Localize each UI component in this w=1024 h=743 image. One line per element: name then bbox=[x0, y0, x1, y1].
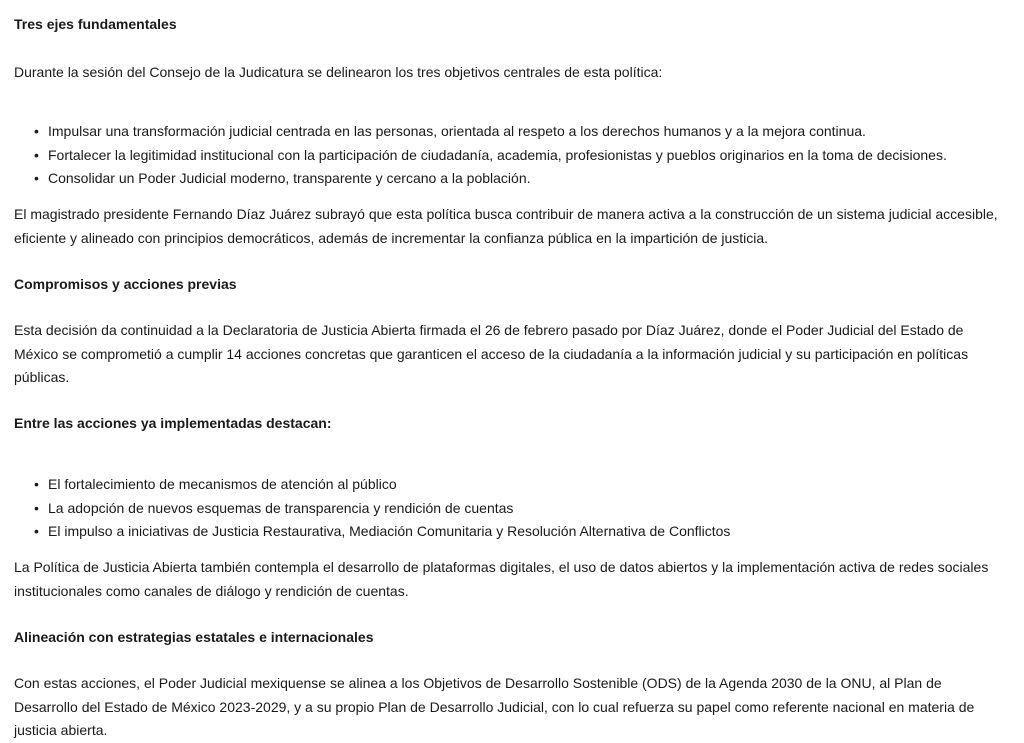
list-item bbox=[14, 144, 1004, 168]
heading-alineacion: Alineación con estrategias estatales e internacionales bbox=[14, 629, 374, 645]
paragraph-magistrado: El magistrado presidente Fernando Díaz Juárez subrayó que esta política busca contribuir de manera activa a la construcción de un sistema judicial accesible, eficiente y alineado con principios democráticos, además de incrementar la confianza pública en la impartición de justicia. bbox=[14, 206, 998, 246]
objectives-list bbox=[14, 120, 1004, 191]
bullet-icon: • bbox=[34, 499, 39, 516]
bullet-icon: • bbox=[34, 170, 39, 186]
list-item bbox=[14, 520, 1004, 544]
paragraph-declaratoria: Esta decisión da continuidad a la Declaratoria de Justicia Abierta firmada el 26 de febrero pasado por Díaz Juárez, donde el Poder Judicial del Estado de México se comprometió a cumplir 14 acciones concretas que garanticen el acceso de la ciudadanía a la información judicial y su participación en políticas públicas. bbox=[14, 322, 969, 385]
paragraph-ods: Con estas acciones, el Poder Judicial mexiquense se alinea a los Objetivos de Desarrollo Sostenible (ODS) de la Agenda 2030 de la ONU, al Plan de Desarrollo del Estado de México 2023-2029, y a su propio Plan de Desarrollo Judicial, con lo cual refuerza su papel como referente nacional en materia de justicia abierta. bbox=[14, 675, 975, 738]
list-item-text: El fortalecimiento de mecanismos de atención al público bbox=[48, 476, 397, 492]
paragraph-plataformas-digitales: La Política de Justicia Abierta también contempla el desarrollo de plataformas digitales, el uso de datos abiertos y la implementación activa de redes sociales institucionales como canales de diálogo y rendición de cuentas. bbox=[14, 559, 989, 599]
heading-compromisos: Compromisos y acciones previas bbox=[14, 276, 237, 292]
list-item-text: Fortalecer la legitimidad institucional con la participación de ciudadanía, academia, profesionistas y pueblos originarios en la toma de decisiones. bbox=[48, 146, 947, 163]
heading-acciones-implementadas: Entre las acciones ya implementadas destacan: bbox=[14, 415, 332, 431]
list-item-text: El impulso a iniciativas de Justicia Restaurativa, Mediación Comunitaria y Resolución Alternativa de Conflictos bbox=[48, 523, 731, 539]
paragraph-intro-objetivos: Durante la sesión del Consejo de la Judicatura se delinearon los tres objetivos centrales de esta política: bbox=[14, 64, 663, 80]
list-item-text: La adopción de nuevos esquemas de transparencia y rendición de cuentas bbox=[48, 499, 514, 516]
bullet-icon: • bbox=[34, 523, 39, 539]
list-item bbox=[14, 473, 1004, 497]
list-item bbox=[14, 167, 1004, 191]
list-item-text: Consolidar un Poder Judicial moderno, transparente y cercano a la población. bbox=[48, 170, 531, 186]
list-item bbox=[14, 497, 1004, 521]
bullet-icon: • bbox=[34, 146, 39, 163]
bullet-icon: • bbox=[34, 476, 39, 492]
actions-list bbox=[14, 473, 1004, 544]
bullet-icon: • bbox=[34, 123, 39, 139]
list-item bbox=[14, 120, 1004, 144]
list-item-text: Impulsar una transformación judicial centrada en las personas, orientada al respeto a los derechos humanos y a la mejora continua. bbox=[48, 123, 866, 139]
heading-tres-ejes: Tres ejes fundamentales bbox=[14, 16, 177, 32]
